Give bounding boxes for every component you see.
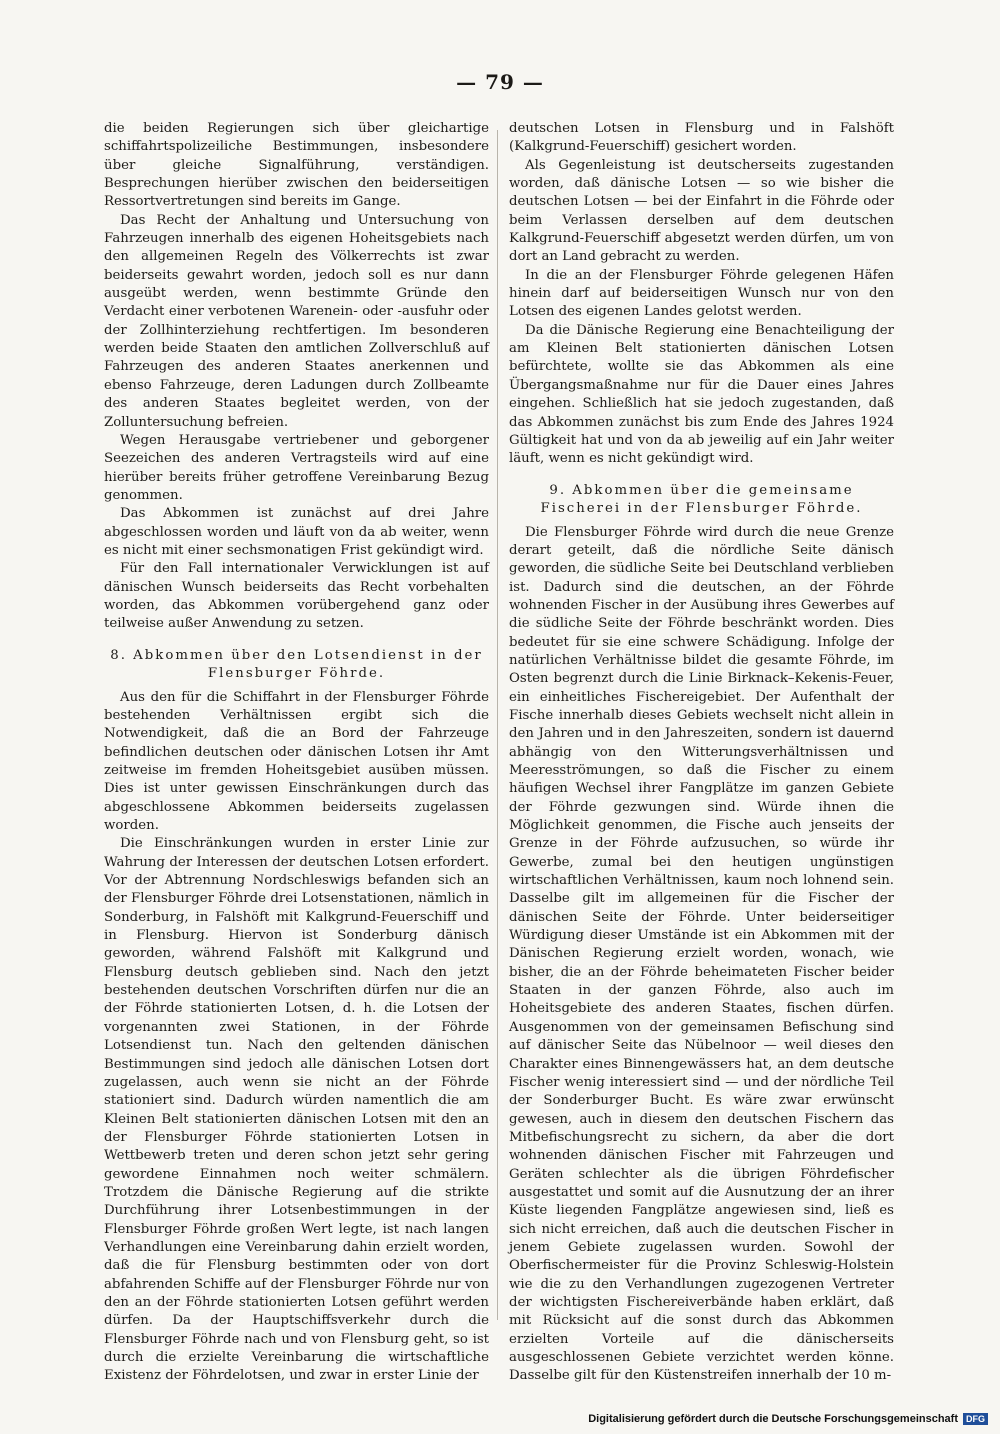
paragraph: Für den Fall internationaler Verwicklungen ist auf dänischen Wunsch beiderseits das Recht vorbehalten worden, das Abkommen vorübergehend ganz oder teilweise außer Anwendung zu setzen.	[104, 561, 489, 632]
paragraph: die beiden Regierungen sich über gleichartige schiffahrtspolizeiliche Bestimmungen, insbesondere über gleiche Signalführung, verständigen. Besprechungen hierüber zwischen den beiderseitigen Ressortvertretungen sind bereits im Gange.	[104, 121, 489, 210]
paragraph: Wegen Herausgabe vertriebener und geborgener Seezeichen des anderen Vertragsteils wird auf eine hierüber bereits früher getroffene Vereinbarung Bezug genommen.	[104, 432, 489, 503]
footer-text: Digitalisierung gefördert durch die Deutsche Forschungsgemeinschaft	[588, 1413, 958, 1425]
dfg-logo: DFG	[963, 1413, 988, 1425]
page-number: — 79 —	[456, 70, 544, 94]
paragraph: Da die Dänische Regierung eine Benachteiligung der am Kleinen Belt stationierten dänischen Lotsen befürchtete, wollte sie das Abkommen als eine Übergangsmaßnahme nur für die Dauer eines Jahres eingehen. Schließlich hat sie jedoch zugestanden, daß das Abkommen zunächst bis zum Ende des Jahres 1924 Gültigkeit hat und von da ab jeweilig auf ein Jahr weiter läuft, wenn es nicht gekündigt wird.	[509, 322, 894, 467]
section-heading-9: 9. Abkommen über die gemeinsame Fischerei in der Flensburger Föhrde.	[540, 482, 863, 516]
paragraph: Aus den für die Schiffahrt in der Flensburger Föhrde bestehenden Verhältnissen ergibt sich die Notwendigkeit, daß die an Bord der Fahrzeuge befindlichen deutschen oder dänischen Lotsen ihr Amt zeitweise im fremden Hoheitsgebiet ausüben müssen. Dies ist unter gewissen Einschränkungen durch das abgeschlossene Abkommen beiderseits zugelassen worden.	[104, 689, 489, 834]
paragraph: Als Gegenleistung ist deutscherseits zugestanden worden, daß dänische Lotsen — so wie bisher die deutschen Lotsen — bei der Einfahrt in die Föhrde oder beim Verlassen derselben auf dem deutschen Kalkgrund-Feuerschiff abgesetzt werden dürfen, um von dort an Land gebracht zu werden.	[509, 157, 894, 265]
paragraph: Das Recht der Anhaltung und Untersuchung von Fahrzeugen innerhalb des eigenen Hoheitsgebiets nach den allgemeinen Regeln des Völkerrechts ist zwar beiderseits gewahrt worden, jedoch soll es nur dann ausgeübt werden, wenn bestimmte Gründe den Verdacht einer verbotenen Warenein- oder -ausfuhr oder der Zollhinterziehung rechtfertigen. Im besonderen werden beide Staaten den amtlichen Zollverschluß auf Fahrzeugen des anderen Staates anerkennen und ebenso Fahrzeuge, deren Ladungen durch Zollbeamte des anderen Staates begleitet werden, von der Zolluntersuchung befreien.	[104, 212, 489, 430]
paragraph: Die Flensburger Föhrde wird durch die neue Grenze derart geteilt, daß die nördliche Seite dänisch geworden, die südliche Seite bei Deutschland verblieben ist. Dadurch sind die deutschen, an der Föhrde wohnenden Fischer in der Ausübung ihres Gewerbes auf die südliche Seite der Föhrde beschränkt worden. Dies bedeutet für sie eine schwere Schädigung. Infolge der natürlichen Verhältnisse bildet die gesamte Föhrde, im Osten begrenzt durch die Linie Birknack–Kekenis-Feuer, ein einheitliches Fischereigebiet. Der Aufenthalt der Fische innerhalb dieses Gebiets wechselt nicht allein in den Jahren und in den Jahreszeiten, sondern ist dauernd abhängig von den Witterungsverhältnissen und Meeresströmungen, so daß die Fischer zu einem häufigen Wechsel ihrer Fangplätze im ganzen Gebiete der Föhrde gezwungen sind. Würde ihnen die Möglichkeit genommen, die Fische auch jenseits der Grenze in der Föhrde aufzusuchen, so würde ihr Gewerbe, zumal bei den heutigen ungünstigen wirtschaftlichen Verhältnissen, kaum noch lohnend sein. Dasselbe gilt im allgemeinen für die Fischer der dänischen Seite der Föhrde. Unter beiderseitiger Würdigung dieser Umstände ist ein Abkommen mit der Dänischen Regierung erzielt worden, wonach, wie bisher, die an der Föhrde beheimateten Fischer beider Staaten in der ganzen Föhrde, also auch im Hoheitsgebiete des anderen Staates, fischen dürfen. Ausgenommen von der gemeinsamen Befischung sind auf dänischer Seite das Nübelnoor — weil dieses den Charakter eines Binnengewässers hat, an dem deutsche Fischer wenig interessiert sind — und der nördliche Teil der Sonderburger Bucht. Es wäre zwar erwünscht gewesen, auch in diesem den deutschen Fischern das Mitbefischungsrecht zu sichern, da aber die dort wohnenden dänischen Fischer mit Fahrzeugen und Geräten schlechter als die übrigen Föhrdefischer ausgestattet und somit auf die Ausnutzung der an ihrer Küste liegenden Fangplätze angewiesen sind, ließ es sich nicht erreichen, daß auch die deutschen Fischer in jenem Gebiete zugelassen wurden. Sowohl der Oberfischermeister für die Provinz Schleswig-Holstein wie die zu den Verhandlungen zugezogenen Vertreter der wichtigsten Fischereiverbände haben erklärt, daß mit Rücksicht auf die sonst durch das Abkommen erzielten Vorteile auf die dänischerseits ausgeschlossenen Gebiete verzichtet werden könne. Dasselbe gilt für den Küstenstreifen innerhalb der 10 m-	[509, 524, 894, 1384]
right-column	[509, 120, 894, 1386]
paragraph: In die an der Flensburger Föhrde gelegenen Häfen hinein darf auf beiderseitigen Wunsch nur von den Lotsen des eigenen Landes gelotst werden.	[509, 267, 894, 320]
digitization-footer	[588, 1413, 988, 1425]
section-heading-8: 8. Abkommen über den Lotsendienst in der Flensburger Föhrde.	[110, 647, 483, 681]
paragraph: deutschen Lotsen in Flensburg und in Falshöft (Kalkgrund-Feuerschiff) gesichert worden.	[509, 121, 894, 155]
paragraph: Das Abkommen ist zunächst auf drei Jahre abgeschlossen worden und läuft von da ab weiter, wenn es nicht mit einer sechsmonatigen Frist gekündigt wird.	[104, 506, 489, 558]
column-divider	[497, 130, 498, 1320]
paragraph: Die Einschränkungen wurden in erster Linie zur Wahrung der Interessen der deutschen Lotsen erfordert. Vor der Abtrennung Nordschleswigs befanden sich an der Flensburger Föhrde drei Lotsenstationen, nämlich in Sonderburg, in Falshöft mit Kalkgrund-Feuerschiff und in Flensburg. Hiervon ist Sonderburg dänisch geworden, während Falshöft mit Kalkgrund und Flensburg deutsch geblieben sind. Nach den jetzt bestehenden deutschen Vorschriften dürfen nur die an der Föhrde stationierten Lotsen, d. h. die Lotsen der vorgenannten zwei Stationen, in der Föhrde Lotsendienst tun. Nach den geltenden dänischen Bestimmungen sind jedoch alle dänischen Lotsen dort zugelassen, auch wenn sie nicht an der Föhrde stationiert sind. Dadurch würden namentlich die am Kleinen Belt stationierten dänischen Lotsen mit den an der Flensburger Föhrde stationierten Lotsen in Wettbewerb treten und deren schon jetzt sehr gering gewordene Einnahmen noch weiter schmälern. Trotzdem die Dänische Regierung auf die strikte Durchführung ihrer Lotsenbestimmungen in der Flensburger Föhrde großen Wert legte, ist nach langen Verhandlungen eine Vereinbarung dahin erzielt worden, daß die für Flensburg bestimmten oder von dort abfahrenden Schiffe auf der Flensburger Föhrde nur von den an der Föhrde stationierten Lotsen geführt werden dürfen. Da der Hauptschiffsverkehr durch die Flensburger Föhrde nach und von Flensburg geht, so ist durch die erzielte Vereinbarung die wirtschaftliche Existenz der Föhrdelotsen, und zwar in erster Linie der	[104, 836, 489, 1384]
left-column	[104, 120, 489, 1386]
